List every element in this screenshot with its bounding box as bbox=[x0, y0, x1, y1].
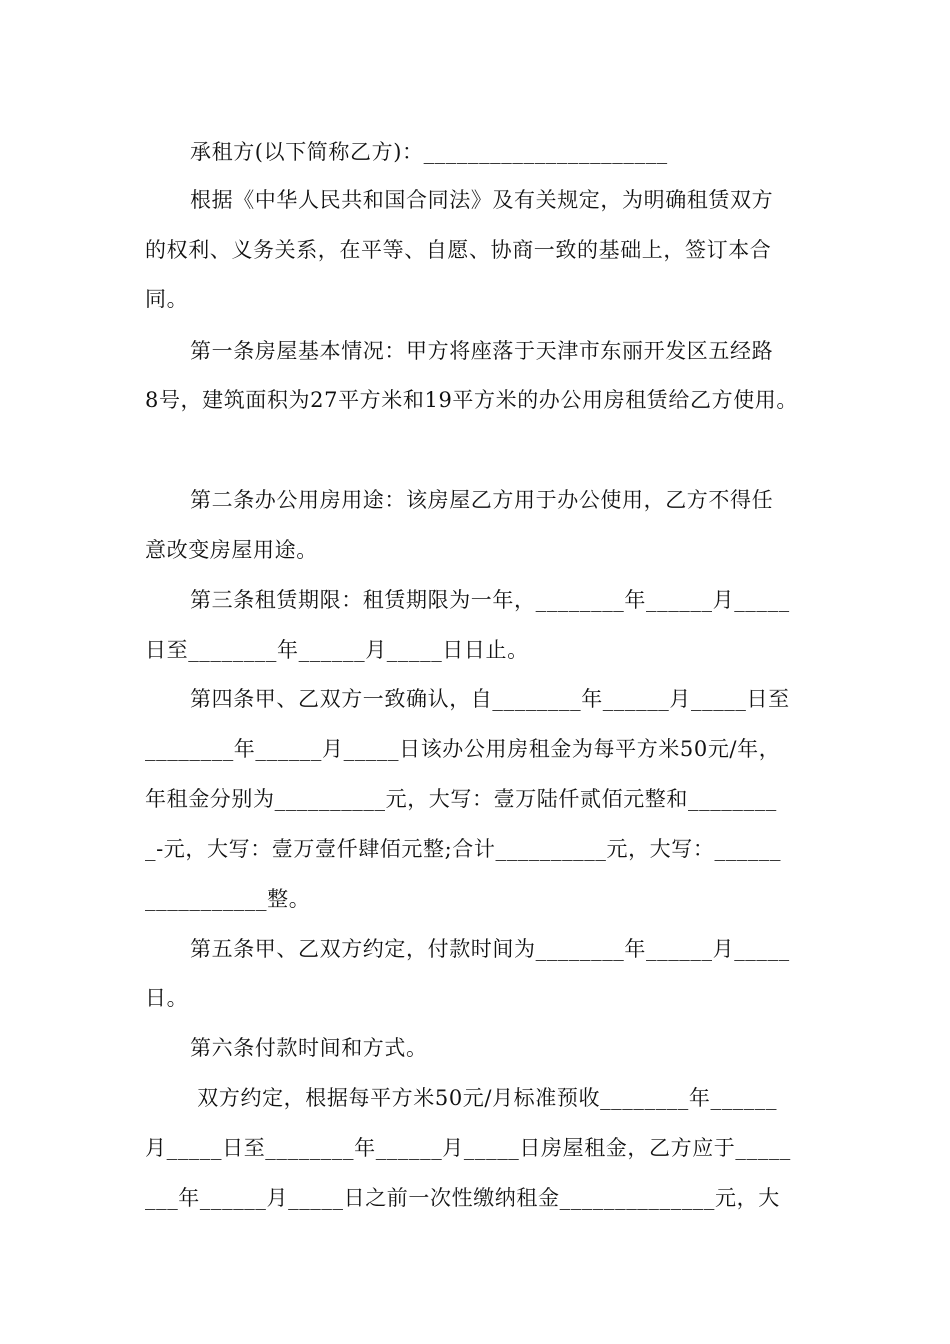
article-5-line-2: 日。 bbox=[145, 986, 189, 1010]
article-4-line-3: 年租金分别为__________元，大写：壹万陆仟贰佰元整和________ bbox=[145, 787, 777, 811]
article-2-line-2: 意改变房屋用途。 bbox=[145, 538, 318, 562]
lessee-line: 承租方(以下简称乙方)：______________________ bbox=[190, 140, 668, 164]
article-4-line-1: 第四条甲、乙双方一致确认，自________年______月_____日至 bbox=[190, 687, 790, 711]
preamble-line-1: 根据《中华人民共和国合同法》及有关规定，为明确租赁双方 bbox=[190, 188, 774, 212]
article-6-heading: 第六条付款时间和方式。 bbox=[190, 1036, 428, 1060]
article-6-line-2: 月_____日至________年______月_____日房屋租金，乙方应于_____ bbox=[145, 1136, 791, 1160]
preamble-line-2: 的权利、义务关系，在平等、自愿、协商一致的基础上，签订本合 bbox=[145, 238, 772, 262]
article-5-line-1: 第五条甲、乙双方约定，付款时间为________年______月_____ bbox=[190, 937, 790, 961]
article-1-line-2: 8号，建筑面积为27平方米和19平方米的办公用房租赁给乙方使用。 bbox=[145, 388, 799, 412]
preamble-line-3: 同。 bbox=[145, 287, 189, 311]
article-4-line-4: _-元，大写：壹万壹仟肆佰元整;合计__________元，大写：______ bbox=[145, 837, 782, 861]
article-6-line-3: ___年______月_____日之前一次性缴纳租金______________元，大 bbox=[145, 1186, 780, 1210]
article-3-line-1: 第三条租赁期限：租赁期限为一年，________年______月_____ bbox=[190, 588, 790, 612]
article-3-line-2: 日至________年______月_____日日止。 bbox=[145, 638, 529, 662]
article-6-line-1: 双方约定，根据每平方米50元/月标准预收________年______ bbox=[190, 1086, 778, 1110]
article-4-line-2: ________年______月_____日该办公用房租金为每平方米50元/年， bbox=[145, 737, 781, 761]
article-2-line-1: 第二条办公用房用途：该房屋乙方用于办公使用，乙方不得任 bbox=[190, 488, 774, 512]
article-4-line-5: ___________整。 bbox=[145, 887, 311, 911]
article-1-line-1: 第一条房屋基本情况：甲方将座落于天津市东丽开发区五经路 bbox=[190, 339, 774, 363]
